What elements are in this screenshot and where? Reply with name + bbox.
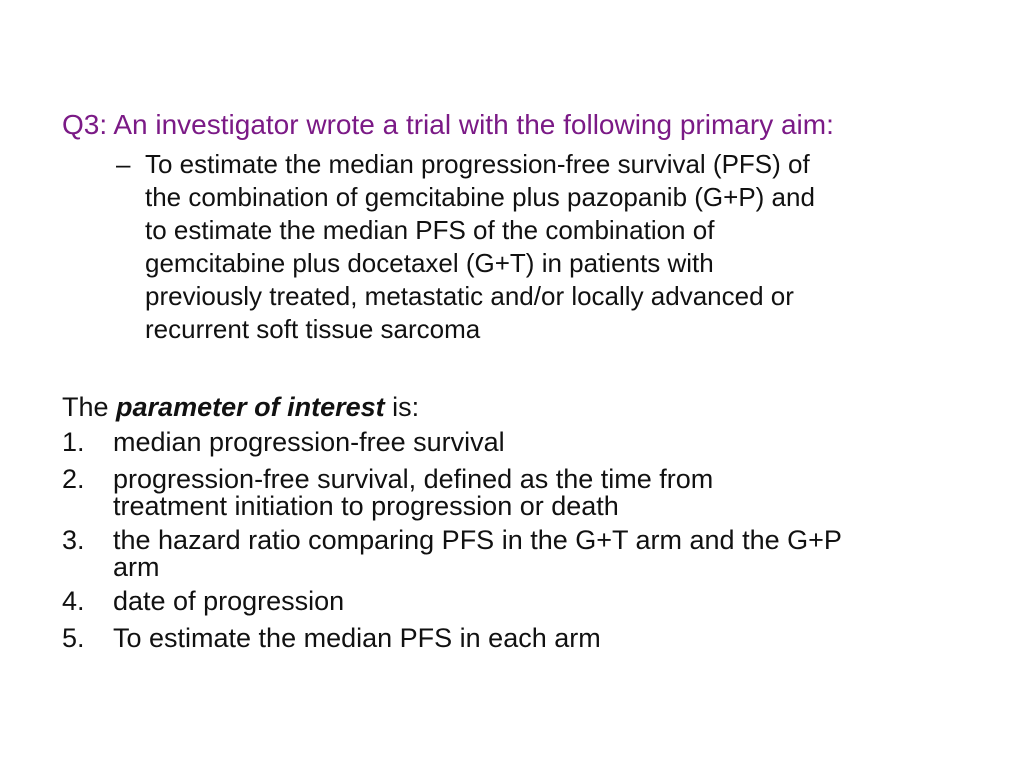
question-text: Q3: An investigator wrote a trial with the following primary aim:: [62, 109, 834, 140]
parameter-emphasis: parameter of interest: [116, 392, 385, 422]
option-text: date of progression: [113, 586, 345, 616]
aim-line: to estimate the median PFS of the combination of: [145, 215, 715, 245]
option-text: median progression-free survival: [113, 427, 505, 457]
option-2: [62, 463, 982, 520]
aim-line: To estimate the median progression-free survival (PFS) of: [145, 149, 810, 179]
aim-line: recurrent soft tissue sarcoma: [145, 314, 481, 344]
dash-bullet: –: [116, 149, 131, 179]
aim-line: gemcitabine plus docetaxel (G+T) in patients with: [145, 248, 714, 278]
option-number: 1.: [62, 427, 85, 457]
answer-options: [62, 426, 982, 659]
aim-text: [145, 148, 976, 346]
parameter-before: The: [62, 392, 117, 422]
option-4: [62, 585, 982, 618]
aim-line: previously treated, metastatic and/or locally advanced or: [145, 281, 794, 311]
parameter-heading: [62, 390, 419, 424]
aim-bullet-item: [116, 148, 976, 346]
parameter-after: is:: [384, 392, 420, 422]
option-number: 4.: [62, 586, 85, 616]
option-number: 3.: [62, 525, 85, 555]
option-1: [62, 426, 982, 459]
option-text: progression-free survival, defined as the time from: [113, 464, 714, 494]
option-text: the hazard ratio comparing PFS in the G+T arm and the G+P: [113, 525, 842, 555]
option-number: 5.: [62, 623, 85, 653]
option-text-continued: treatment initiation to progression or death: [113, 491, 619, 521]
option-number: 2.: [62, 464, 85, 494]
option-text-continued: arm: [113, 552, 160, 582]
option-text: To estimate the median PFS in each arm: [113, 623, 601, 653]
option-3: [62, 524, 982, 581]
aim-line: the combination of gemcitabine plus pazopanib (G+P) and: [145, 182, 815, 212]
option-5: [62, 622, 982, 655]
